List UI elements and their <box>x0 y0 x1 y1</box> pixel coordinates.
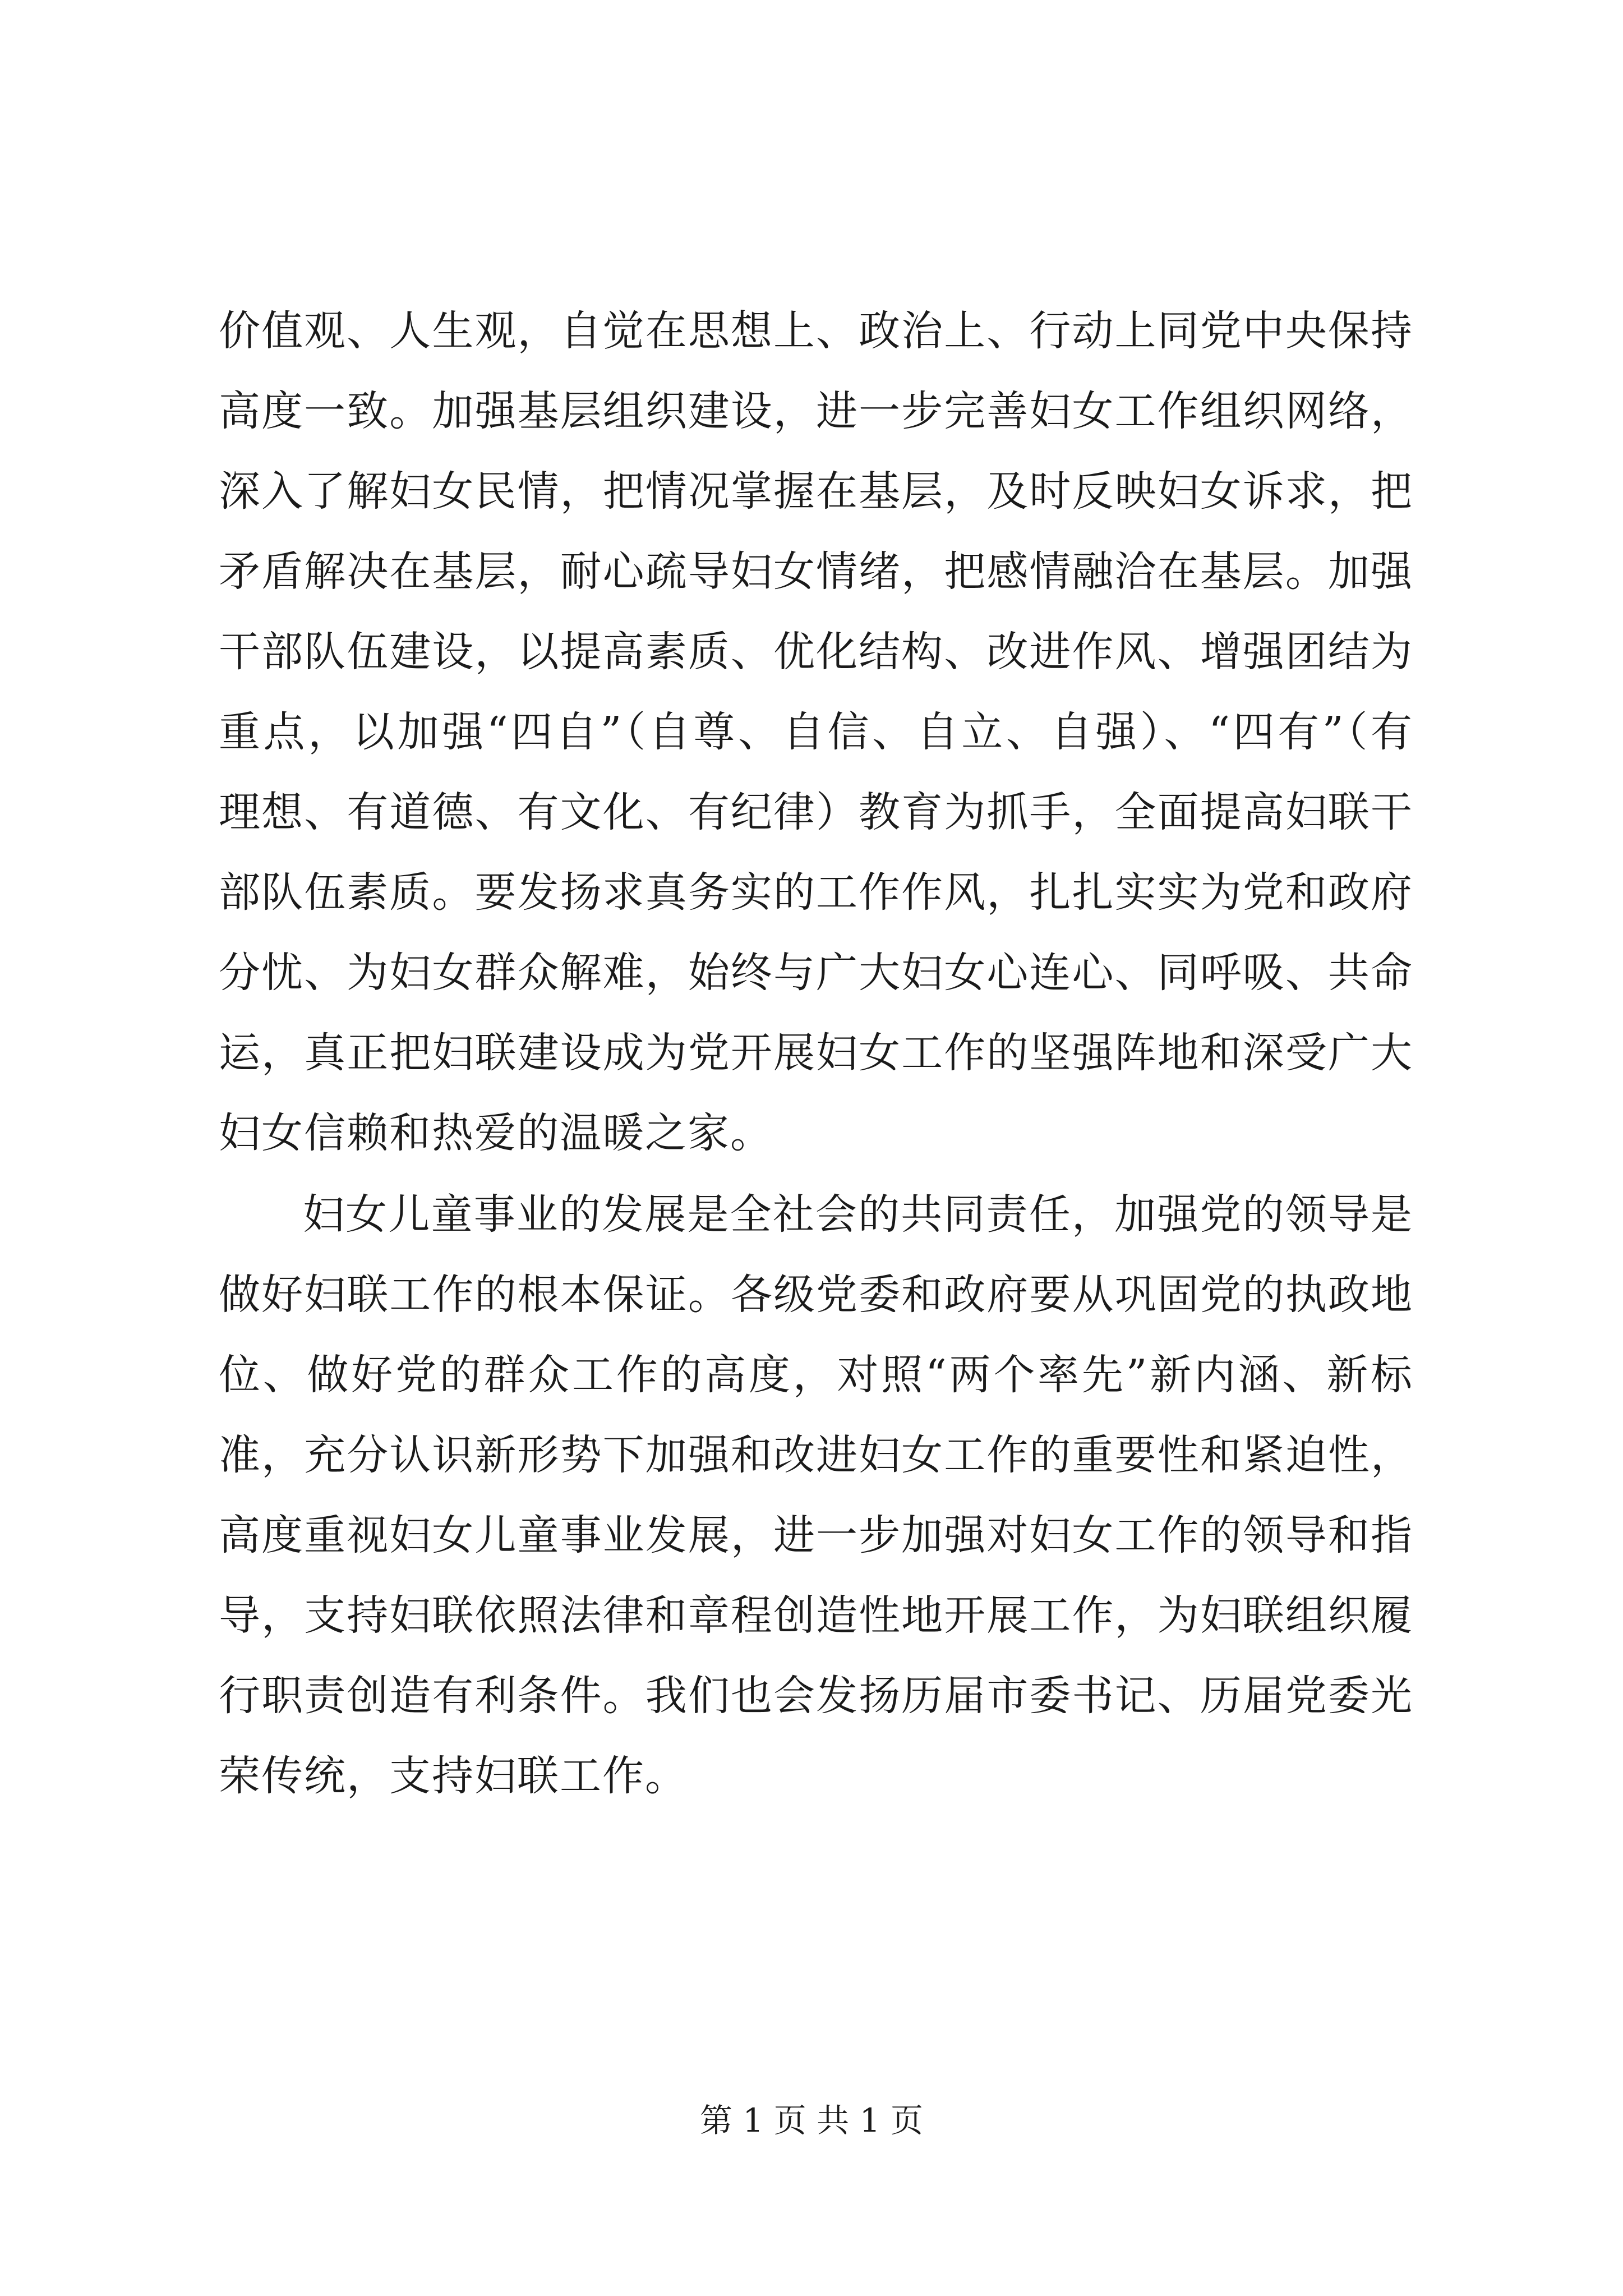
paragraph-line: 妇女信赖和热爱的温暖之家。 <box>219 1109 773 1157</box>
paragraph-line: 深入了解妇女民情，把情况掌握在基层，及时反映妇女诉求，把 <box>219 467 1413 516</box>
paragraph-line: 行职责创造有利条件。我们也会发扬历届市委书记、历届党委光 <box>219 1672 1413 1720</box>
paragraph-line: 价值观、人生观，自觉在思想上、政治上、行动上同党中央保持 <box>219 307 1413 355</box>
paragraph-line: 分忧、为妇女群众解难，始终与广大妇女心连心、同呼吸、共命 <box>219 949 1413 997</box>
paragraph-line: 导，支持妇联依照法律和章程创造性地开展工作，为妇联组织履 <box>219 1591 1413 1640</box>
paragraph-line: 做好妇联工作的根本保证。各级党委和政府要从巩固党的执政地 <box>219 1271 1413 1319</box>
paragraph-line: 高度一致。加强基层组织建设，进一步完善妇女工作组织网络， <box>219 387 1413 435</box>
paragraph-line: 荣传统，支持妇联工作。 <box>219 1752 688 1800</box>
paragraph-line: 准，充分认识新形势下加强和改进妇女工作的重要性和紧迫性， <box>219 1431 1413 1479</box>
paragraph-line: 矛盾解决在基层，耐心疏导妇女情绪，把感情融洽在基层。加强 <box>219 547 1413 596</box>
paragraph-line: 位、做好党的群众工作的高度，对照“两个率先”新内涵、新标 <box>219 1351 1413 1399</box>
paragraph-line: 妇女儿童事业的发展是全社会的共同责任，加强党的领导是 <box>303 1190 1413 1239</box>
paragraph-line: 运，真正把妇联建设成为党开展妇女工作的坚强阵地和深受广大 <box>219 1029 1413 1077</box>
paragraph-line: 部队伍素质。要发扬求真务实的工作作风，扎扎实实为党和政府 <box>219 868 1413 917</box>
paragraph-1 <box>219 291 1413 1174</box>
paragraph-line: 干部队伍建设，以提高素质、优化结构、改进作风、增强团结为 <box>219 628 1413 676</box>
paragraph-line: 高度重视妇女儿童事业发展，进一步加强对妇女工作的领导和指 <box>219 1511 1413 1559</box>
paragraph-line: 理想、有道德、有文化、有纪律）教育为抓手，全面提高妇联干 <box>219 788 1413 836</box>
paragraph-line: 重点，以加强“四自”（自尊、自信、自立、自强）、“四有”（有 <box>219 708 1413 756</box>
page-number-footer: 第 1 页 共 1 页 <box>700 2101 923 2139</box>
paragraph-2 <box>219 1175 1413 1816</box>
